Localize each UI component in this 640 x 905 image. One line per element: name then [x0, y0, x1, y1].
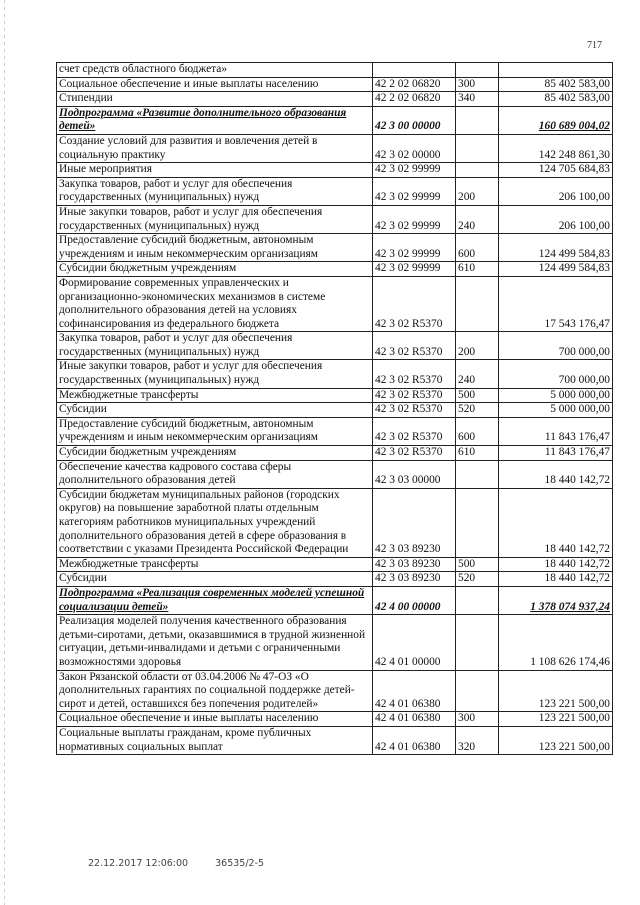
row-sum-cell: 206 100,00 [499, 177, 613, 205]
row-name-cell: Социальные выплаты гражданам, кроме публичных нормативных социальных выплат [57, 726, 373, 754]
row-type-cell: 240 [456, 205, 499, 233]
row-code-cell [373, 63, 456, 78]
row-name-cell: Субсидии [57, 403, 373, 418]
row-name-cell: Создание условий для развития и вовлечения детей в социальную практику [57, 134, 373, 162]
row-type-cell: 200 [456, 332, 499, 360]
row-sum-cell: 5 000 000,00 [499, 403, 613, 418]
row-type-cell [456, 163, 499, 178]
table-row [57, 403, 613, 418]
row-code-cell: 42 3 02 99999 [373, 177, 456, 205]
row-name-cell: Реализация моделей получения качественного образования детьми-сиротами, детьми, оказавшимися в трудной жизненной ситуации, детьми-инвалидами и детьми с ограниченными возможностями здоровья [57, 615, 373, 670]
table-row [57, 234, 613, 262]
row-code-cell: 42 4 01 06380 [373, 726, 456, 754]
table-row [57, 163, 613, 178]
row-type-cell [456, 586, 499, 614]
subprogram-row [57, 586, 613, 614]
row-name-cell: Иные закупки товаров, работ и услуг для обеспечения государственных (муниципальных) нужд [57, 360, 373, 388]
row-type-cell: 520 [456, 403, 499, 418]
row-sum-cell: 124 705 684,83 [499, 163, 613, 178]
row-sum-cell: 11 843 176,47 [499, 446, 613, 461]
table-row [57, 488, 613, 557]
row-sum-cell: 17 543 176,47 [499, 276, 613, 331]
row-type-cell [456, 276, 499, 331]
row-type-cell [456, 106, 499, 134]
row-name-cell: Подпрограмма «Реализация современных моделей успешной социализации детей» [57, 586, 373, 614]
row-name-cell: Социальное обеспечение и иные выплаты населению [57, 712, 373, 727]
row-sum-cell [499, 63, 613, 78]
row-code-cell: 42 3 02 R5370 [373, 446, 456, 461]
row-code-cell: 42 3 02 R5370 [373, 388, 456, 403]
row-sum-cell: 18 440 142,72 [499, 557, 613, 572]
table-row [57, 205, 613, 233]
budget-table [56, 62, 613, 755]
table-row [57, 726, 613, 754]
row-code-cell: 42 3 02 99999 [373, 234, 456, 262]
row-code-cell: 42 3 02 99999 [373, 205, 456, 233]
footer-datetime: 22.12.2017 12:06:00 [88, 858, 189, 869]
row-type-cell: 240 [456, 360, 499, 388]
row-sum-cell: 5 000 000,00 [499, 388, 613, 403]
row-type-cell: 610 [456, 262, 499, 277]
row-type-cell [456, 63, 499, 78]
row-name-cell: Межбюджетные трансферты [57, 388, 373, 403]
row-code-cell: 42 4 01 06380 [373, 670, 456, 712]
table-row [57, 557, 613, 572]
row-code-cell: 42 3 02 00000 [373, 134, 456, 162]
row-name-cell: Социальное обеспечение и иные выплаты населению [57, 77, 373, 92]
subprogram-row [57, 106, 613, 134]
row-name-cell: Формирование современных управленческих и организационно-экономических механизмов в системе дополнительного образования детей на условиях софинансирования из федерального бюджета [57, 276, 373, 331]
row-sum-cell: 700 000,00 [499, 332, 613, 360]
row-code-cell: 42 3 03 00000 [373, 460, 456, 488]
table-row [57, 63, 613, 78]
row-name-cell: Обеспечение качества кадрового состава сферы дополнительного образования детей [57, 460, 373, 488]
table-row [57, 92, 613, 107]
row-type-cell: 500 [456, 388, 499, 403]
row-name-cell: Закупка товаров, работ и услуг для обеспечения государственных (муниципальных) нужд [57, 332, 373, 360]
row-type-cell [456, 615, 499, 670]
row-code-cell: 42 3 02 R5370 [373, 276, 456, 331]
row-code-cell: 42 3 02 99999 [373, 163, 456, 178]
table-row [57, 77, 613, 92]
table-row [57, 670, 613, 712]
row-sum-cell: 18 440 142,72 [499, 460, 613, 488]
table-row [57, 460, 613, 488]
table-row [57, 388, 613, 403]
row-code-cell: 42 3 03 89230 [373, 488, 456, 557]
row-name-cell: Закон Рязанской области от 03.04.2006 № 47-ОЗ «О дополнительных гарантиях по социальной поддержке детей-сирот и детей, оставшихся без попечения родителей» [57, 670, 373, 712]
row-name-cell: Стипендии [57, 92, 373, 107]
document-footer [88, 858, 288, 869]
table-row [57, 615, 613, 670]
row-type-cell: 610 [456, 446, 499, 461]
budget-table-body [57, 63, 613, 755]
row-type-cell: 200 [456, 177, 499, 205]
row-sum-cell: 700 000,00 [499, 360, 613, 388]
row-code-cell: 42 2 02 06820 [373, 77, 456, 92]
row-code-cell: 42 3 03 89230 [373, 572, 456, 587]
row-type-cell [456, 460, 499, 488]
table-row [57, 134, 613, 162]
table-row [57, 360, 613, 388]
row-name-cell: счет средств областного бюджета» [57, 63, 373, 78]
page-number: 717 [587, 40, 602, 51]
table-row [57, 572, 613, 587]
row-name-cell: Предоставление субсидий бюджетным, автономным учреждениям и иным некоммерческим организациям [57, 234, 373, 262]
row-name-cell: Иные закупки товаров, работ и услуг для обеспечения государственных (муниципальных) нужд [57, 205, 373, 233]
row-name-cell: Закупка товаров, работ и услуг для обеспечения государственных (муниципальных) нужд [57, 177, 373, 205]
binding-margin-marks [4, 0, 5, 905]
row-sum-cell: 124 499 584,83 [499, 262, 613, 277]
footer-doc-id: 36535/2-5 [215, 858, 265, 869]
row-type-cell [456, 670, 499, 712]
row-sum-cell: 11 843 176,47 [499, 417, 613, 445]
row-type-cell: 300 [456, 712, 499, 727]
row-sum-cell: 123 221 500,00 [499, 712, 613, 727]
row-type-cell [456, 134, 499, 162]
row-code-cell: 42 3 02 99999 [373, 262, 456, 277]
row-name-cell: Иные мероприятия [57, 163, 373, 178]
row-name-cell: Предоставление субсидий бюджетным, автономным учреждениям и иным некоммерческим организациям [57, 417, 373, 445]
row-type-cell: 520 [456, 572, 499, 587]
row-sum-cell: 160 689 004,02 [499, 106, 613, 134]
table-row [57, 276, 613, 331]
row-type-cell: 320 [456, 726, 499, 754]
row-type-cell: 340 [456, 92, 499, 107]
row-type-cell: 500 [456, 557, 499, 572]
row-sum-cell: 123 221 500,00 [499, 726, 613, 754]
row-sum-cell: 85 402 583,00 [499, 92, 613, 107]
row-sum-cell: 18 440 142,72 [499, 572, 613, 587]
row-code-cell: 42 4 01 00000 [373, 615, 456, 670]
row-code-cell: 42 3 02 R5370 [373, 332, 456, 360]
row-sum-cell: 123 221 500,00 [499, 670, 613, 712]
row-sum-cell: 18 440 142,72 [499, 488, 613, 557]
table-row [57, 712, 613, 727]
row-sum-cell: 206 100,00 [499, 205, 613, 233]
row-name-cell: Субсидии бюджетным учреждениям [57, 262, 373, 277]
table-row [57, 417, 613, 445]
row-code-cell: 42 4 00 00000 [373, 586, 456, 614]
row-name-cell: Субсидии [57, 572, 373, 587]
table-row [57, 177, 613, 205]
row-code-cell: 42 3 00 00000 [373, 106, 456, 134]
table-row [57, 262, 613, 277]
row-code-cell: 42 3 02 R5370 [373, 403, 456, 418]
row-code-cell: 42 3 03 89230 [373, 557, 456, 572]
row-code-cell: 42 3 02 R5370 [373, 417, 456, 445]
row-type-cell [456, 488, 499, 557]
row-type-cell: 600 [456, 234, 499, 262]
row-sum-cell: 124 499 584,83 [499, 234, 613, 262]
row-name-cell: Межбюджетные трансферты [57, 557, 373, 572]
table-row [57, 332, 613, 360]
row-sum-cell: 1 108 626 174,46 [499, 615, 613, 670]
row-code-cell: 42 2 02 06820 [373, 92, 456, 107]
row-type-cell: 300 [456, 77, 499, 92]
row-sum-cell: 1 378 074 937,24 [499, 586, 613, 614]
row-name-cell: Подпрограмма «Развитие дополнительного образования детей» [57, 106, 373, 134]
row-sum-cell: 85 402 583,00 [499, 77, 613, 92]
row-name-cell: Субсидии бюджетным учреждениям [57, 446, 373, 461]
row-code-cell: 42 3 02 R5370 [373, 360, 456, 388]
row-type-cell: 600 [456, 417, 499, 445]
row-code-cell: 42 4 01 06380 [373, 712, 456, 727]
row-sum-cell: 142 248 861,30 [499, 134, 613, 162]
row-name-cell: Субсидии бюджетам муниципальных районов (городских округов) на повышение заработной платы отдельным категориям работников муниципальных учреждений дополнительного образования детей в сфере образования в соответствии с указами Президента Российской Федерации [57, 488, 373, 557]
table-row [57, 446, 613, 461]
